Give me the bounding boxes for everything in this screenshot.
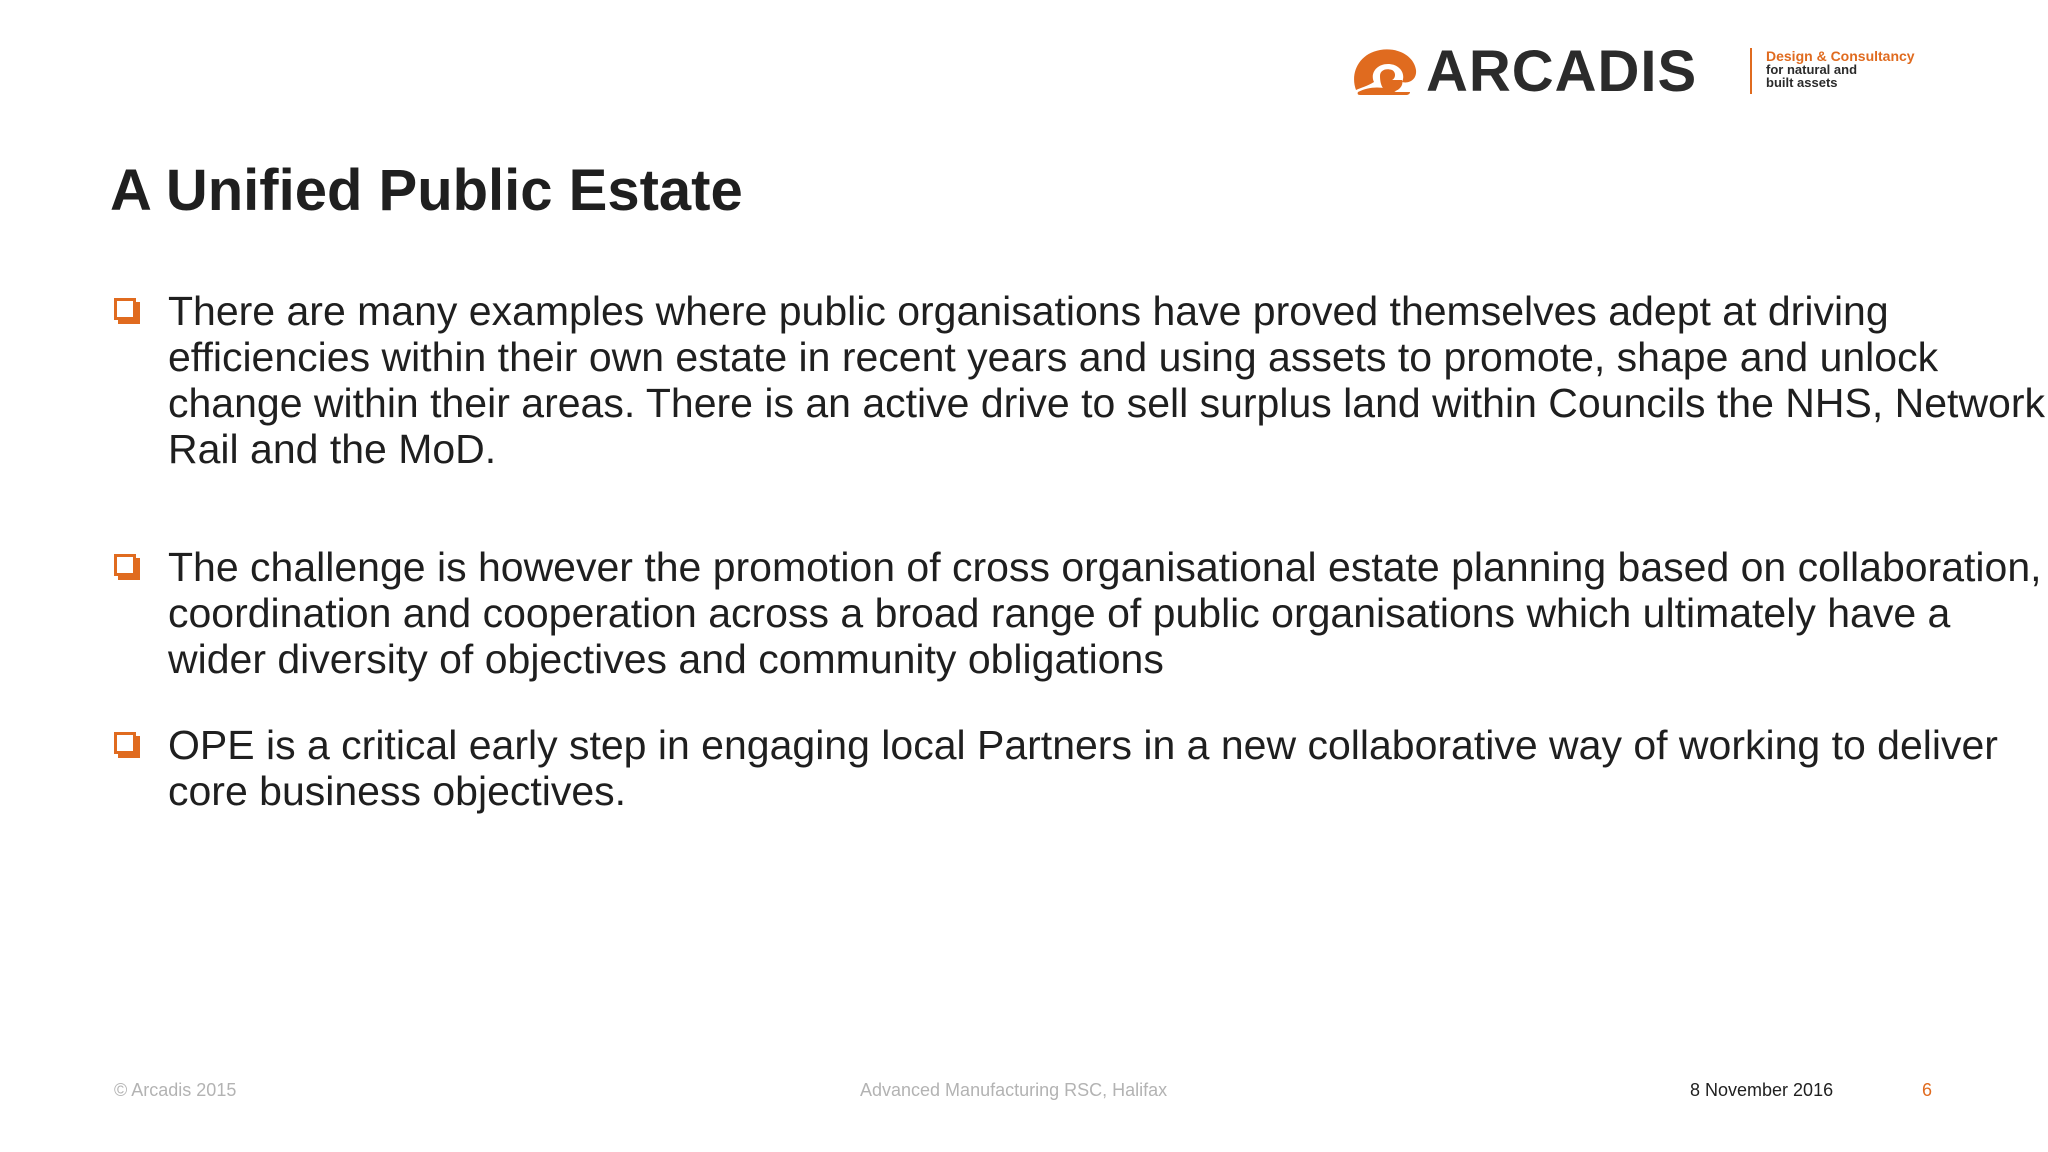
footer-event: Advanced Manufacturing RSC, Halifax: [860, 1080, 1168, 1100]
logo-tagline-line3: built assets: [1766, 75, 1838, 90]
bullet-text: The challenge is however the promotion of cross organisational estate planning based on collaboration, coordination and cooperation across a broad range of public organisations which ultimately have a wider diversity of objectives and community obligations: [168, 544, 2042, 682]
arcadis-logo-icon: [1350, 46, 1420, 96]
logo-divider: [1750, 48, 1752, 94]
footer-date: 8 November 2016: [1690, 1080, 1834, 1100]
logo-wordmark: ARCADIS: [1426, 39, 1698, 104]
checkbox-icon: [114, 298, 136, 320]
checkbox-icon: [114, 732, 136, 754]
page-number: 6: [1922, 1080, 1933, 1100]
logo-tagline-line1: Design & Consultancy: [1766, 48, 1915, 64]
bullet-text: OPE is a critical early step in engaging local Partners in a new collaborative way of working to deliver core business objectives.: [168, 722, 1998, 814]
checkbox-icon: [114, 554, 136, 576]
slide-title: A Unified Public Estate: [110, 158, 743, 223]
arcadis-logo: [1350, 39, 1950, 104]
bullet-text: There are many examples where public organisations have proved themselves adept at driving efficiencies within their own estate in recent years and using assets to promote, shape and unlock change within their areas. There is an active drive to sell surplus land within Councils the NHS, Network Rail and the MoD.: [168, 288, 2046, 472]
footer-copyright: © Arcadis 2015: [114, 1080, 237, 1100]
logo-tagline: [1766, 50, 1915, 89]
logo-tagline-line2: for natural and: [1766, 62, 1858, 77]
